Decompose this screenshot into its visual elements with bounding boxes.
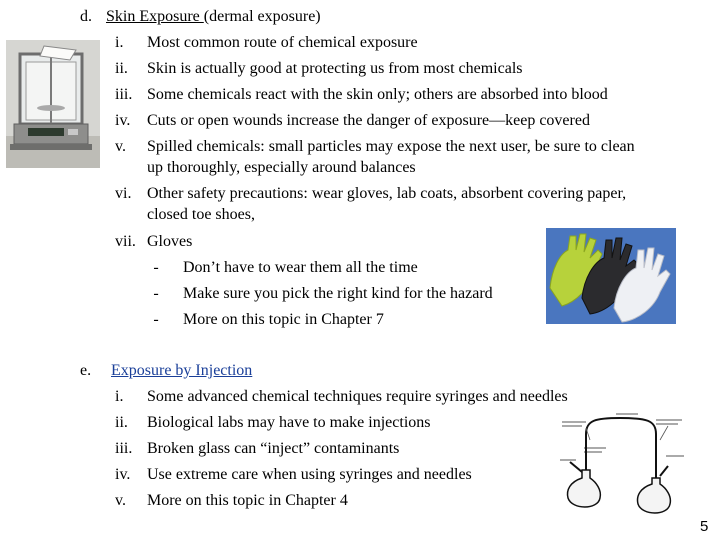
list-item: Some chemicals react with the skin only; others are absorbed into blood <box>147 86 608 103</box>
list-item: Spilled chemicals: small particles may expose the next user, be sure to clean <box>147 138 635 155</box>
list-item: Some advanced chemical techniques require syringes and needles <box>147 388 568 405</box>
list-item: Broken glass can “inject” contaminants <box>147 440 400 457</box>
dash-bullet: - <box>153 285 159 302</box>
item-number: i. <box>115 34 124 51</box>
glove-point: Make sure you pick the right kind for the hazard <box>183 285 493 302</box>
list-item: Most common route of chemical exposure <box>147 34 418 51</box>
item-number: iv. <box>115 466 131 483</box>
page-number: 5 <box>700 518 709 535</box>
item-number: iii. <box>115 86 133 103</box>
item-number: iii. <box>115 440 133 457</box>
list-item-continuation: up thoroughly, especially around balances <box>147 159 416 176</box>
list-item: Biological labs may have to make injections <box>147 414 431 431</box>
list-item: Cuts or open wounds increase the danger of exposure—keep covered <box>147 112 590 129</box>
section-d-title-rest: (dermal exposure) <box>203 8 321 25</box>
section-d-marker: d. <box>80 8 92 25</box>
analytical-balance-photo <box>6 40 100 168</box>
list-item: More on this topic in Chapter 4 <box>147 492 348 509</box>
list-item: Skin is actually good at protecting us from most chemicals <box>147 60 523 77</box>
section-d-title <box>106 4 321 30</box>
list-item: Other safety precautions: wear gloves, lab coats, absorbent covering paper, <box>147 185 627 202</box>
section-e-marker: e. <box>80 362 92 379</box>
dash-bullet: - <box>153 311 159 328</box>
item-number: ii. <box>115 414 128 431</box>
item-number: ii. <box>115 60 128 77</box>
item-number: vii. <box>115 233 136 250</box>
gloves-photo <box>546 228 676 324</box>
section-d-title-underlined: Skin Exposure <box>106 8 204 25</box>
syringe-transfer-diagram <box>556 410 690 516</box>
item-number: vi. <box>115 185 132 202</box>
list-item-continuation: closed toe shoes, <box>147 206 255 223</box>
item-number: iv. <box>115 112 131 129</box>
list-item: Use extreme care when using syringes and needles <box>147 466 472 483</box>
glove-point: Don’t have to wear them all the time <box>183 259 418 276</box>
list-item: Gloves <box>147 233 193 250</box>
item-number: i. <box>115 388 124 405</box>
item-number: v. <box>115 492 126 509</box>
item-number: v. <box>115 138 126 155</box>
dash-bullet: - <box>153 259 159 276</box>
glove-point: More on this topic in Chapter 7 <box>183 311 384 328</box>
section-e-title: Exposure by Injection <box>111 362 253 379</box>
